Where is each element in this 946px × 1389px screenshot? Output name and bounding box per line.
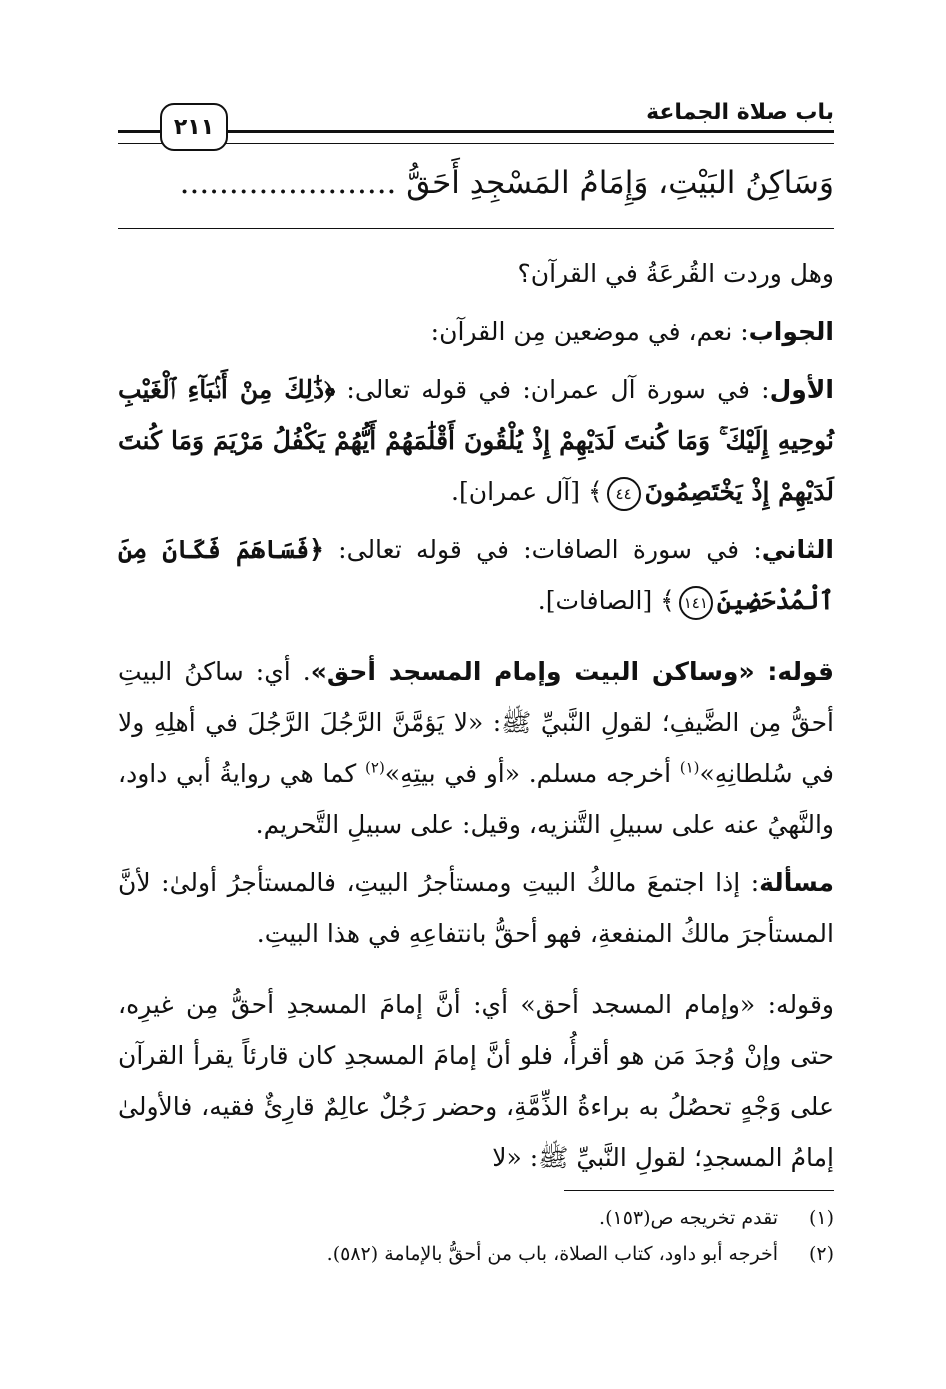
masala-label: مسألة [759,868,834,897]
footnote-number: (١) [808,1207,834,1229]
footnote-item [118,1200,834,1236]
ayah-number-marker: ٤٤ [607,477,641,511]
matn-quote: «وساكن البيت وإمام المسجد أحق» [310,657,768,686]
ayah-number-marker: ١٤١ [679,586,713,620]
footnote-divider [564,1190,834,1191]
answer-text: : نعم، في موضعين مِن القرآن: [430,317,749,346]
second-label: الثاني [761,535,834,564]
surah-ref: ﴾ [الصافات]. [537,586,675,615]
qawluh-label: قوله: [767,657,834,686]
qawluh-text-3: كما هي روايةُ أبي داود، والنَّهيُ عنه على سبيلِ التَّنزيه، وقيل: على سبيلِ التَّحريم. [118,759,834,839]
first-label: الأول [769,375,834,404]
paragraph-question: وهل وردت القُرعَةُ في القرآن؟ [517,259,834,288]
quran-verse: ﴿فَسَاهَمَ فَكَانَ مِنَ ٱلْمُدْحَضِينَ [118,535,834,615]
surah-ref: ﴾ [آل عمران]. [451,477,603,506]
qawluh-text-1: . أي: ساكنُ البيتِ أحقُّ مِن الضَّيفِ؛ لقولِ النَّبيِّ ﷺ: «لا يَؤمَّنَّ الرَّجُلَ الرَّجُلَ في أهلِهِ ولا في سُلطانِهِ» [118,657,835,788]
answer-label: الجواب [748,317,834,346]
footnote-ref-1[interactable]: (١) [679,758,700,777]
paragraph-first [118,364,834,517]
qawluh-text-2: أخرجه مسلم. «أو في بيتِهِ» [384,759,680,788]
paragraph-answer [118,306,834,357]
footnote-number: (٢) [808,1243,834,1265]
paragraph-qawluh [118,646,834,850]
masala-text: : إذا اجتمعَ مالكُ البيتِ ومستأجرُ البيتِ، فالمستأجرُ أولىٰ: لأنَّ المستأجرَ مالكُ المنفعةِ، فهو أحقُّ بانتفاعِهِ في هذا البيتِ. [118,868,834,948]
footnotes [118,1200,834,1272]
footnote-text: تقدم تخريجه ص(١٥٣). [599,1207,778,1229]
quran-verse: ﴿ذَٰلِكَ مِنْ أَنۢبَآءِ ٱلْغَيْبِ نُوحِيهِ إِلَيْكَ ۚ وَمَا كُنتَ لَدَيْهِمْ إِذْ يُلْقُونَ أَقْلَٰمَهُمْ أَيُّهُمْ يَكْفُلُ مَرْيَمَ وَمَا كُنتَ لَدَيْهِمْ إِذْ يَخْتَصِمُونَ [118,375,834,506]
footnote-item [118,1236,834,1272]
paragraph-imam: وقوله: «وإمام المسجد أحق» أي: أنَّ إمامَ المسجدِ أحقُّ مِن غيرِه، حتى وإنْ وُجدَ مَن هو أقرأُ، فلو أنَّ إمامَ المسجدِ كان قارئاً يقرأ القرآن على وَجْهٍ تحصُلُ به براءةُ الذِّمَّةِ، وحضر رَجُلٌ عالِمٌ قارِئٌ فقيه، فالأولىٰ إمامُ المسجدِ؛ لقولِ النَّبيِّ ﷺ: «لا [118,990,834,1172]
paragraph-second [118,524,834,626]
matn-line: وَسَاكِنُ البَيْتِ، وَإِمَامُ المَسْجِدِ أَحَقُّ ...................... [179,165,834,201]
footnote-text: أخرجه أبو داود، كتاب الصلاة، باب من أحقُّ بالإمامة (٥٨٢). [326,1243,778,1265]
first-text: : في سورة آل عمران: في قوله تعالى: [335,375,770,404]
paragraph-masala [118,857,834,959]
matn-divider [118,228,834,229]
chapter-title: باب صلاة الجماعة [646,100,834,125]
page-number: ٢١١ [160,103,228,151]
second-text: : في سورة الصافات: في قوله تعالى: [323,535,762,564]
footnote-ref-2[interactable]: (٢) [365,758,385,777]
commentary-body [118,248,834,1190]
